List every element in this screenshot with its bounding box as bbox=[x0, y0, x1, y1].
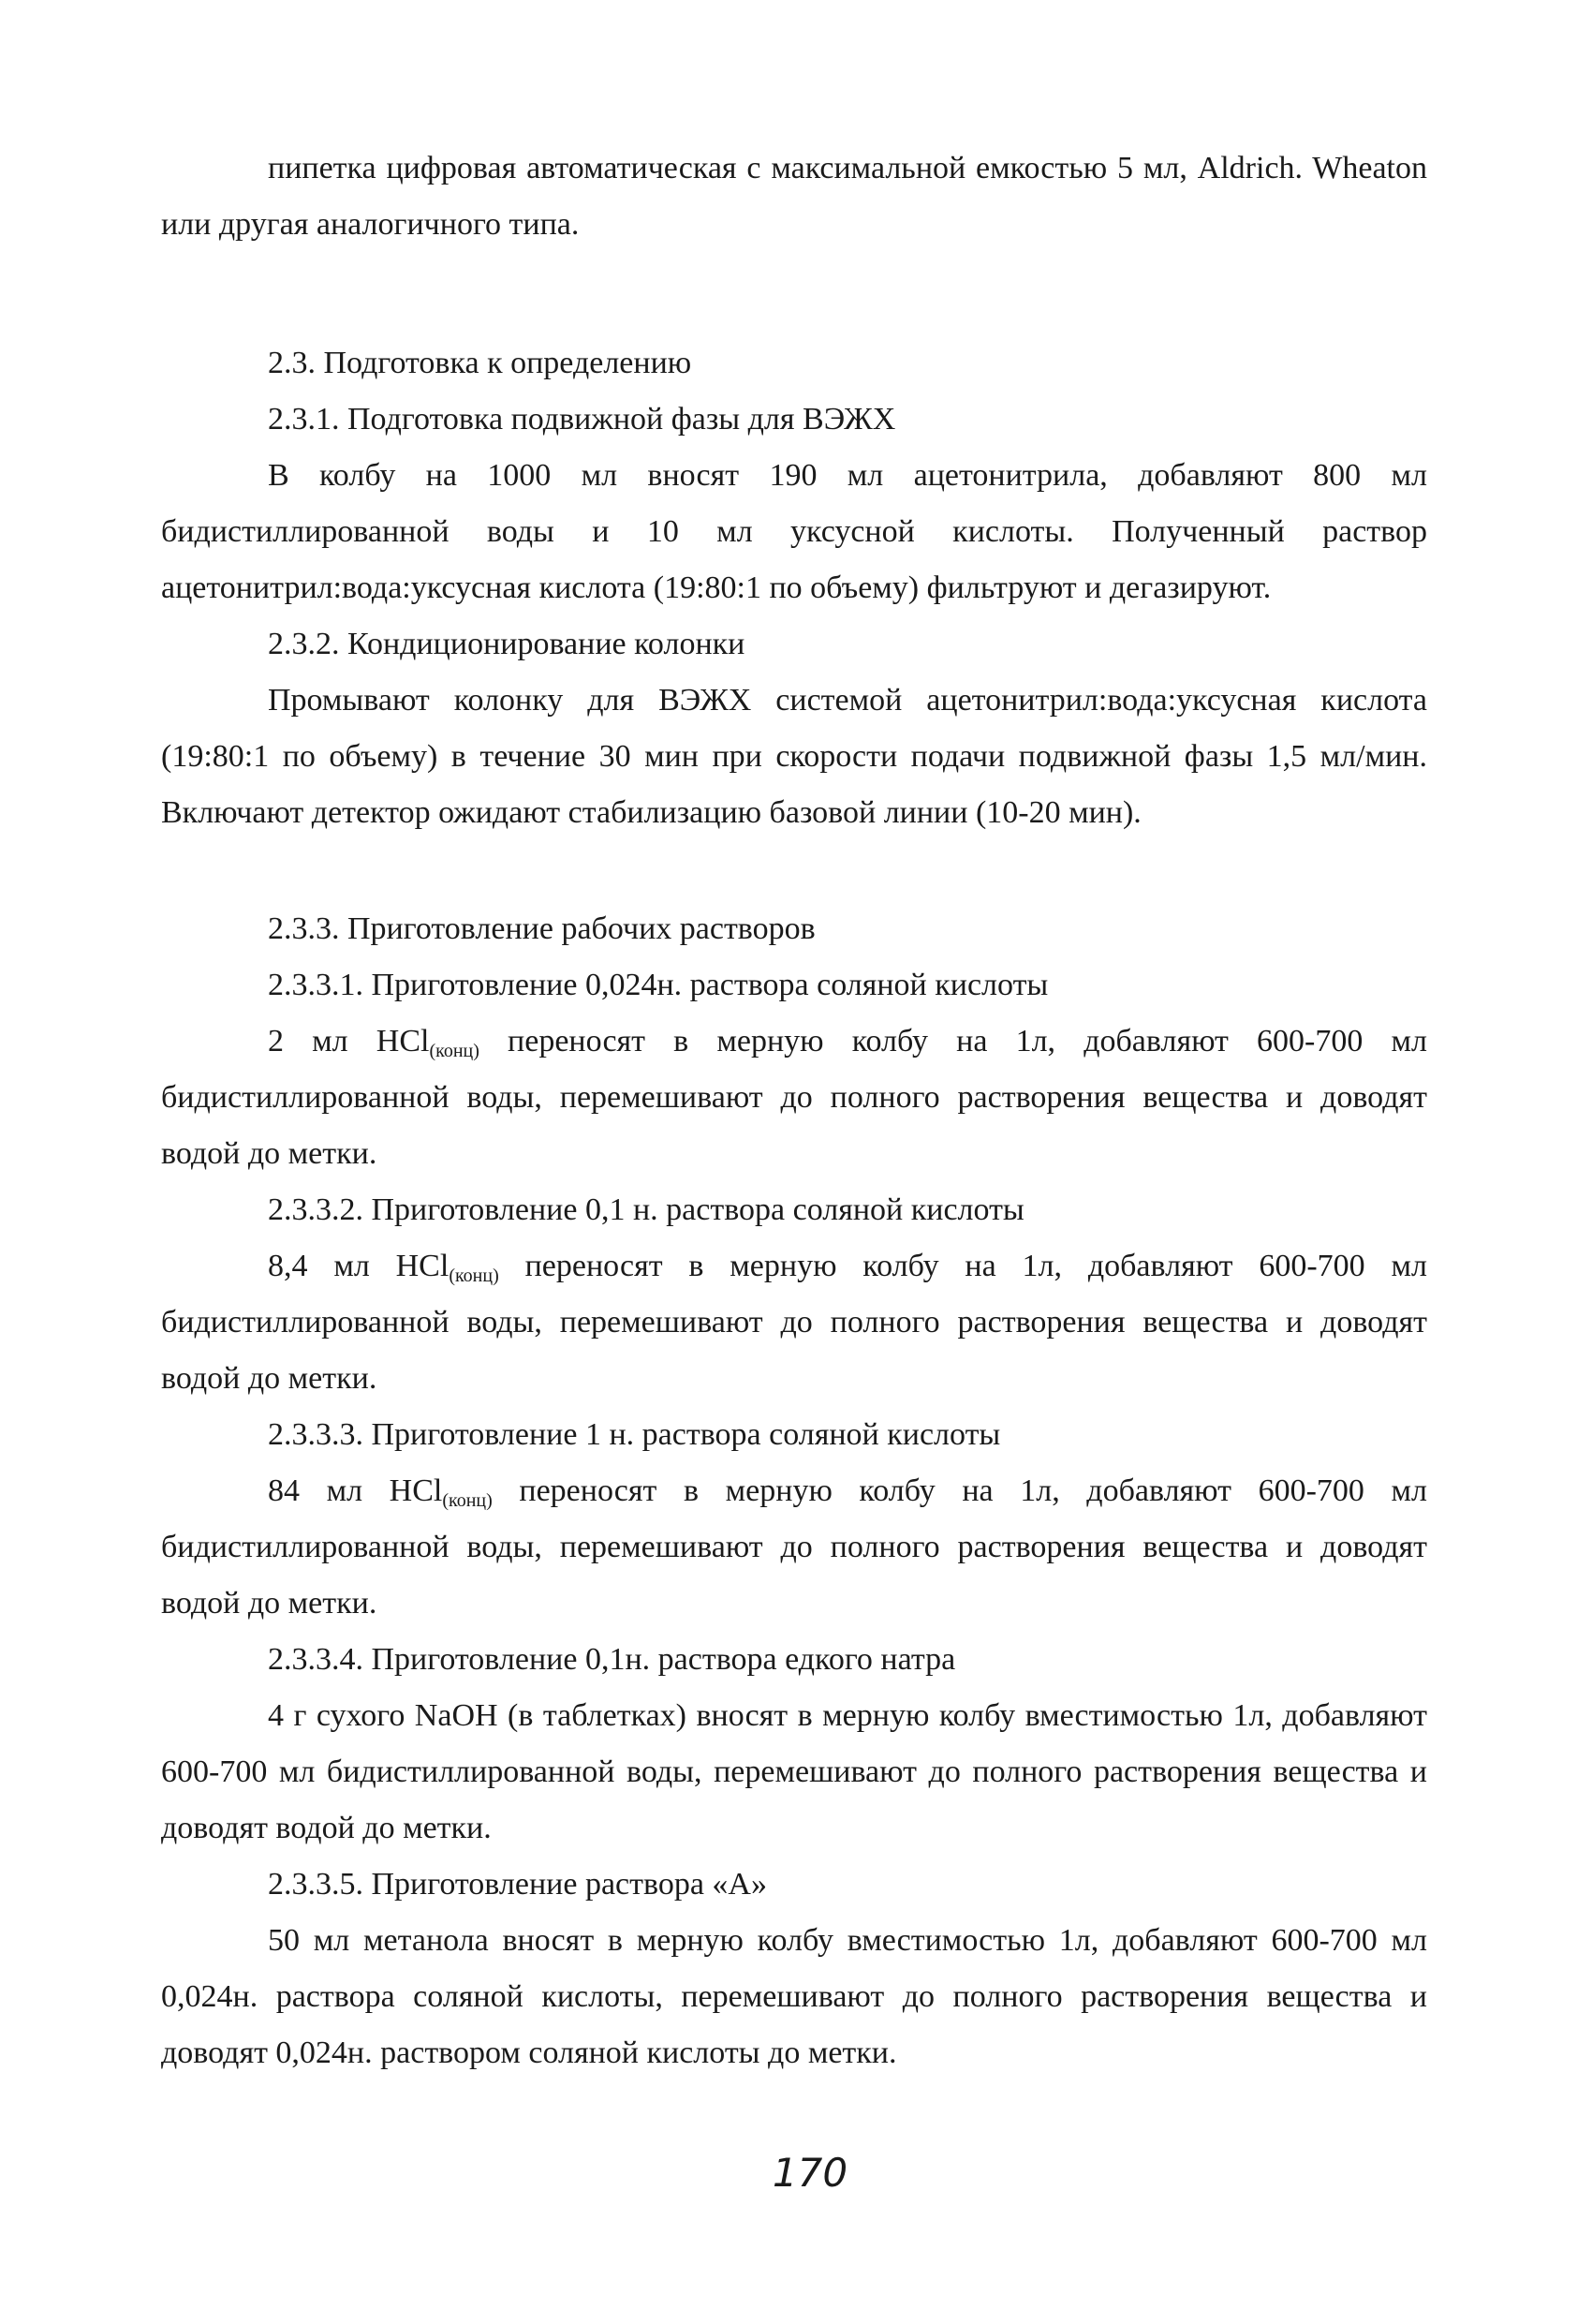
text-run: переносят в мерную колбу на 1л, добавляют 600-700 мл бидистиллированной воды, перемешивают до полного растворения вещества и доводят водой до метки. bbox=[161, 1249, 1427, 1396]
paragraph-2-3-3-5: 50 мл метанола вносят в мерную колбу вместимостью 1л, добавляют 600-700 мл 0,024н. раствора соляной кислоты, перемешивают до полного растворения вещества и доводят 0,024н. раствором соляной кислоты до метки. bbox=[161, 1923, 1427, 2070]
heading-2-3-3: 2.3.3. Приготовление рабочих растворов bbox=[268, 911, 816, 946]
heading-2-3-3-1: 2.3.3.1. Приготовление 0,024н. раствора соляной кислоты bbox=[268, 968, 1049, 1002]
spacer bbox=[161, 253, 1427, 335]
heading-2-3-3-5: 2.3.3.5. Приготовление раствора «А» bbox=[268, 1867, 767, 1902]
subscript-konc: (конц) bbox=[442, 1490, 493, 1511]
paragraph-2-3-2: Промывают колонку для ВЭЖХ системой ацетонитрил:вода:уксусная кислота (19:80:1 по объему) в течение 30 мин при скорости подачи подвижной фазы 1,5 мл/мин. Включают детектор ожидают стабилизацию базовой линии (10-20 мин). bbox=[161, 683, 1427, 830]
heading-2-3-3-3: 2.3.3.3. Приготовление 1 н. раствора соляной кислоты bbox=[268, 1417, 1001, 1452]
heading-2-3-1: 2.3.1. Подготовка подвижной фазы для ВЭЖХ bbox=[268, 402, 896, 437]
paragraph-2-3-3-4: 4 г сухого NaOH (в таблетках) вносят в мерную колбу вместимостью 1л, добавляют 600-700 мл бидистиллированной воды, перемешивают до полного растворения вещества и доводят водой до метки. bbox=[161, 1698, 1427, 1845]
heading-2-3-3-4: 2.3.3.4. Приготовление 0,1н. раствора едкого натра bbox=[268, 1642, 956, 1677]
paragraph-2-3-3-1 bbox=[161, 1014, 1427, 1182]
paragraph-2-3-3-3 bbox=[161, 1463, 1427, 1632]
text-run: 2 мл HCl bbox=[268, 1024, 430, 1058]
paragraph-2-3-1: В колбу на 1000 мл вносят 190 мл ацетонитрила, добавляют 800 мл бидистиллированной воды и 10 мл уксусной кислоты. Полученный раствор ацетонитрил:вода:уксусная кислота (19:80:1 по объему) фильтруют и дегазируют. bbox=[161, 458, 1427, 605]
subscript-konc: (конц) bbox=[429, 1041, 479, 1061]
text-run: переносят в мерную колбу на 1л, добавляют 600-700 мл бидистиллированной воды, перемешивают до полного растворения вещества и доводят водой до метки. bbox=[161, 1024, 1427, 1171]
spacer bbox=[161, 841, 1427, 901]
page-number: 170 bbox=[772, 2150, 848, 2196]
paragraph-2-3-3-2 bbox=[161, 1238, 1427, 1407]
paragraph-pipette: пипетка цифровая автоматическая с максимальной емкостью 5 мл, Aldrich. Wheaton или другая аналогичного типа. bbox=[161, 151, 1427, 242]
document-body bbox=[161, 141, 1427, 2081]
text-run: 84 мл HCl bbox=[268, 1473, 443, 1508]
text-run: переносят в мерную колбу на 1л, добавляют 600-700 мл бидистиллированной воды, перемешивают до полного растворения вещества и доводят водой до метки. bbox=[161, 1473, 1427, 1621]
subscript-konc: (конц) bbox=[449, 1266, 499, 1286]
heading-2-3-3-2: 2.3.3.2. Приготовление 0,1 н. раствора соляной кислоты bbox=[268, 1192, 1024, 1227]
heading-2-3-2: 2.3.2. Кондиционирование колонки bbox=[268, 627, 745, 661]
heading-2-3: 2.3. Подготовка к определению bbox=[268, 346, 692, 380]
text-run: 8,4 мл HCl bbox=[268, 1249, 450, 1283]
